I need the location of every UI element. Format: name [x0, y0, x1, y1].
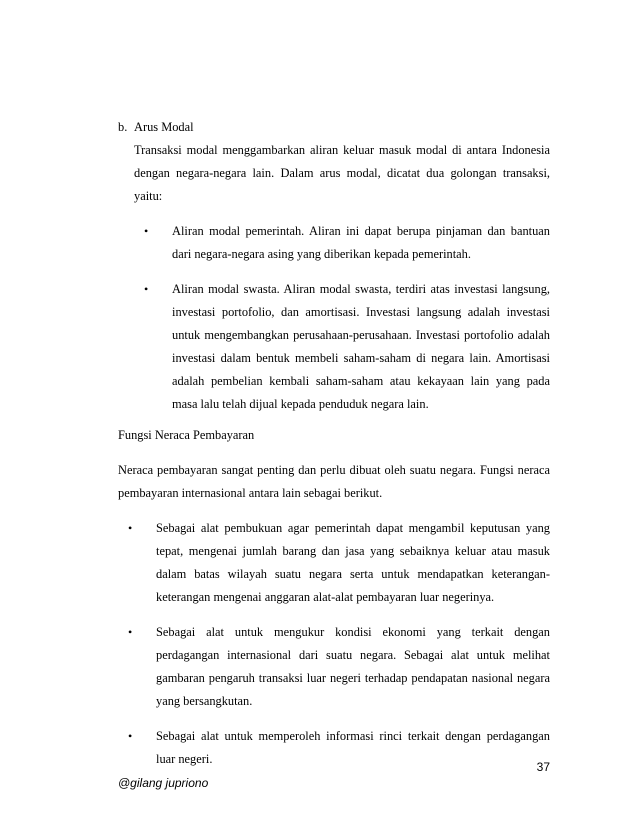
list-item-text: Aliran modal swasta. Aliran modal swasta, terdiri atas investasi langsung, investasi portofolio, dan amortisasi. Investasi langsung adalah investasi untuk mengembangkan perusahaan-perusahaan. Investasi portofolio adalah investasi dalam bentuk membeli saham-saham di negara lain. Amortisasi adalah pembelian kembali saham-saham atau kekayaan lain yang pada masa lalu telah dijual kepada penduduk negara lain. — [172, 282, 550, 411]
section-b-bullet-list — [134, 220, 550, 416]
fungsi-intro: Neraca pembayaran sangat penting dan perlu dibuat oleh suatu negara. Fungsi neraca pembayaran internasional antara lain sebagai berikut. — [118, 463, 550, 500]
section-b-intro: Transaksi modal menggambarkan aliran keluar masuk modal di antara Indonesia dengan negara-negara lain. Dalam arus modal, dicatat dua golongan transaksi, yaitu: — [134, 143, 550, 203]
list-item-text: Aliran modal pemerintah. Aliran ini dapat berupa pinjaman dan bantuan dari negara-negara asing yang diberikan kepada pemerintah. — [172, 224, 550, 261]
section-letter: b. — [118, 120, 128, 134]
fungsi-bullet-list — [118, 517, 550, 771]
list-item — [118, 517, 550, 609]
list-item — [134, 278, 550, 416]
bullet-icon: • — [128, 729, 133, 743]
fungsi-heading: Fungsi Neraca Pembayaran — [118, 428, 255, 442]
section-b-heading — [118, 116, 550, 139]
page-content — [118, 116, 550, 771]
list-item-text: Sebagai alat untuk memperoleh informasi rinci terkait dengan perdagangan luar negeri. — [156, 729, 550, 766]
section-b-body — [118, 139, 550, 416]
section-title: Arus Modal — [134, 120, 194, 134]
list-item — [134, 220, 550, 266]
bullet-icon: • — [128, 625, 133, 639]
list-item-text: Sebagai alat pembukuan agar pemerintah dapat mengambil keputusan yang tepat, mengenai jumlah barang dan jasa yang sebaiknya keluar atau masuk dalam batas wilayah suatu negara serta untuk mendapatkan keterangan-keterangan mengenai anggaran alat-alat pembayaran luar negerinya. — [156, 521, 550, 604]
bullet-icon: • — [128, 521, 133, 535]
list-item — [118, 621, 550, 713]
bullet-icon: • — [144, 282, 149, 296]
page-number: 37 — [536, 760, 550, 774]
list-item — [118, 725, 550, 771]
footer-author: @gilang jupriono — [118, 776, 209, 790]
list-item-text: Sebagai alat untuk mengukur kondisi ekonomi yang terkait dengan perdagangan internasional dari suatu negara. Sebagai alat untuk melihat gambaran pengaruh transaksi luar negeri terhadap pendapatan nasional negara yang bersangkutan. — [156, 625, 550, 708]
bullet-icon: • — [144, 224, 149, 238]
